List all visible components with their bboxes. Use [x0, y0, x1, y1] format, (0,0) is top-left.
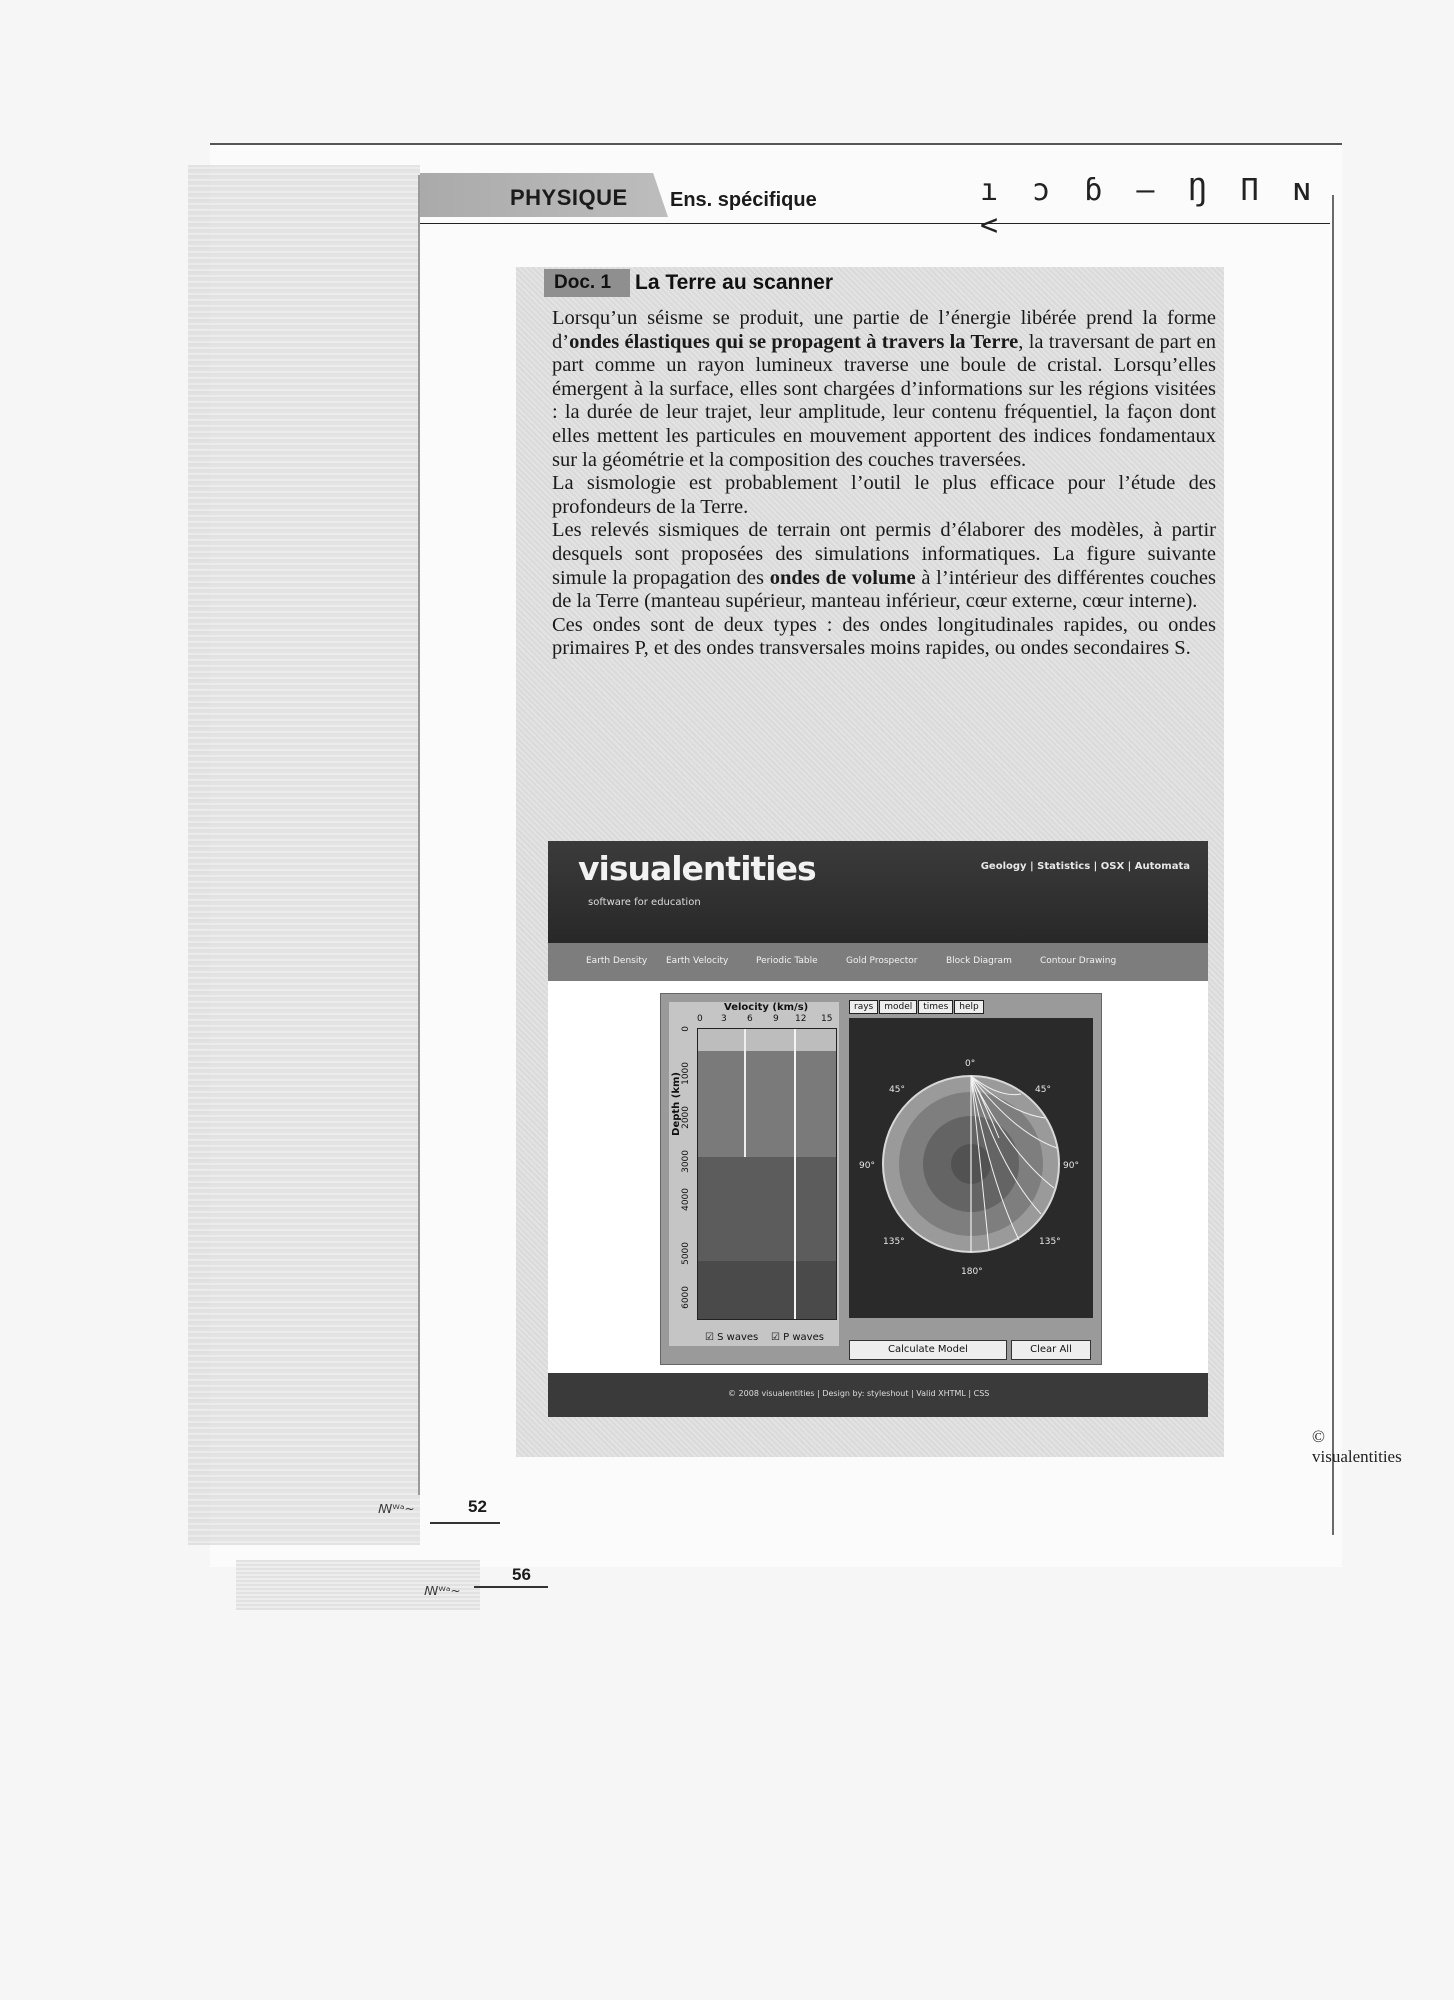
angle-label: 90°	[859, 1161, 875, 1171]
angle-label: 135°	[1039, 1237, 1061, 1247]
wave-checkboxes	[705, 1332, 824, 1343]
page-number-rule	[474, 1586, 548, 1588]
nav-item-contour-drawing: Contour Drawing	[1040, 956, 1117, 966]
subsection-label: Ens. spécifique	[670, 189, 817, 211]
paragraph-1: Lorsqu’un séisme se produit, une partie de l’énergie libérée prend la forme d’ondes élastiques qui se propagent à travers la Terre, la traversant de part en part comme un rayon lumineux traverse une boule de cristal. Lorsqu’elles émergent à la surface, elles sont chargées d’informations sur les régions visitées : la durée de leur trajet, leur amplitude, leur contenu fréquentiel, la façon dont elles mettent les particules en mouvement apportent des indices fondamentaux sur la géométrie et la composition des couches traversées.	[552, 307, 1216, 471]
velocity-tick: 15	[821, 1014, 833, 1024]
nav-item-earth-velocity: Earth Velocity	[666, 956, 729, 966]
shadow-margin	[188, 165, 420, 1545]
depth-tick: 1000	[681, 1062, 691, 1085]
clear-all-button[interactable]: Clear All	[1011, 1340, 1091, 1360]
inner-core-band	[698, 1261, 836, 1319]
angle-label: 180°	[961, 1267, 983, 1277]
tab-help[interactable]: help	[954, 1000, 983, 1014]
paragraph-4: Ces ondes sont de deux types : des ondes longitudinales rapides, ou ondes primaires P, et des ondes transversales moins rapides, ou ondes secondaires S.	[552, 613, 1216, 660]
angle-label: 90°	[1063, 1161, 1079, 1171]
depth-axis-label: Depth (km)	[671, 1072, 682, 1136]
nav-item-periodic-table: Periodic Table	[756, 956, 818, 966]
paragraph-2: La sismologie est probablement l’outil le plus efficace pour l’étude des profondeurs de la Terre.	[552, 472, 1216, 518]
site-nav	[548, 943, 1208, 981]
site-links: Geology | Statistics | OSX | Automata	[980, 861, 1190, 872]
angle-label: 135°	[883, 1237, 905, 1247]
site-footer	[548, 1373, 1208, 1417]
scribble-mark: ꟿᵂᵃ~	[378, 1502, 415, 1516]
page-number-rule	[430, 1522, 500, 1524]
nav-item-gold-prospector: Gold Prospector	[846, 956, 918, 966]
nav-item-block-diagram: Block Diagram	[946, 956, 1012, 966]
doc-body	[552, 307, 1216, 661]
velocity-panel	[669, 1002, 839, 1346]
tab-times[interactable]: times	[918, 1000, 953, 1014]
site-tagline: software for education	[588, 897, 701, 908]
nav-item-earth-density: Earth Density	[586, 956, 648, 966]
depth-tick: 0	[681, 1026, 691, 1032]
paragraph-3: Les relevés sismiques de terrain ont permis d’élaborer des modèles, à partir desquels sont proposées des simulations informatiques. La figure suivante simule la propagation des ondes de volume à l’intérieur des différentes couches de la Terre (manteau supérieur, manteau inférieur, cœur externe, cœur interne).	[552, 519, 1217, 613]
site-logo: visualentities	[578, 849, 816, 888]
s-wave-profile	[744, 1029, 746, 1157]
tab-model[interactable]: model	[879, 1000, 917, 1014]
p-waves-checkbox[interactable]: ☑ P waves	[771, 1332, 824, 1343]
velocity-title: Velocity (km/s)	[724, 1002, 809, 1013]
embedded-screenshot	[548, 841, 1208, 1417]
angle-label: 45°	[889, 1085, 905, 1095]
mantle-band	[698, 1051, 836, 1157]
page-number-52: 52	[468, 1497, 487, 1516]
velocity-applet	[660, 993, 1102, 1365]
right-edge-rule	[1332, 195, 1334, 1535]
ray-path-panel	[849, 1018, 1093, 1318]
velocity-tick: 0	[697, 1014, 703, 1024]
depth-tick: 4000	[681, 1188, 691, 1211]
binding-line	[418, 175, 420, 1495]
earth-cross-section	[849, 1018, 1093, 1318]
scanned-page	[210, 143, 1402, 1567]
doc-label: Doc. 1	[544, 269, 630, 297]
depth-tick: 6000	[681, 1286, 691, 1309]
applet-tabs	[849, 1000, 985, 1014]
depth-tick: 5000	[681, 1242, 691, 1265]
p-wave-profile	[794, 1029, 796, 1319]
angle-label: 45°	[1035, 1085, 1051, 1095]
depth-tick: 3000	[681, 1150, 691, 1173]
velocity-tick: 6	[747, 1014, 753, 1024]
velocity-profile-plot	[697, 1028, 837, 1320]
depth-tick: 2000	[681, 1106, 691, 1129]
tab-rays[interactable]: rays	[849, 1000, 878, 1014]
angle-label: 0°	[965, 1059, 976, 1069]
page-number-56: 56	[512, 1565, 531, 1584]
calculate-model-button[interactable]: Calculate Model	[849, 1340, 1007, 1360]
s-waves-checkbox[interactable]: ☑ S waves	[705, 1332, 759, 1343]
handwritten-note: ı ɔ ɓ — Ŋ Π ɴ <	[980, 173, 1319, 243]
footer-text: © 2008 visualentities | Design by: styleshout | Valid XHTML | CSS	[728, 1389, 990, 1398]
velocity-tick: 12	[795, 1014, 807, 1024]
site-header	[548, 841, 1208, 943]
scribble-mark: ꟿᵂᵃ~	[424, 1584, 461, 1598]
section-tag: PHYSIQUE	[510, 185, 628, 210]
velocity-tick: 9	[773, 1014, 779, 1024]
image-credit: © visualentities	[1312, 1427, 1402, 1466]
outer-core-band	[698, 1157, 836, 1261]
velocity-tick: 3	[721, 1014, 727, 1024]
crust-band	[698, 1029, 836, 1051]
doc-title: La Terre au scanner	[635, 271, 834, 294]
